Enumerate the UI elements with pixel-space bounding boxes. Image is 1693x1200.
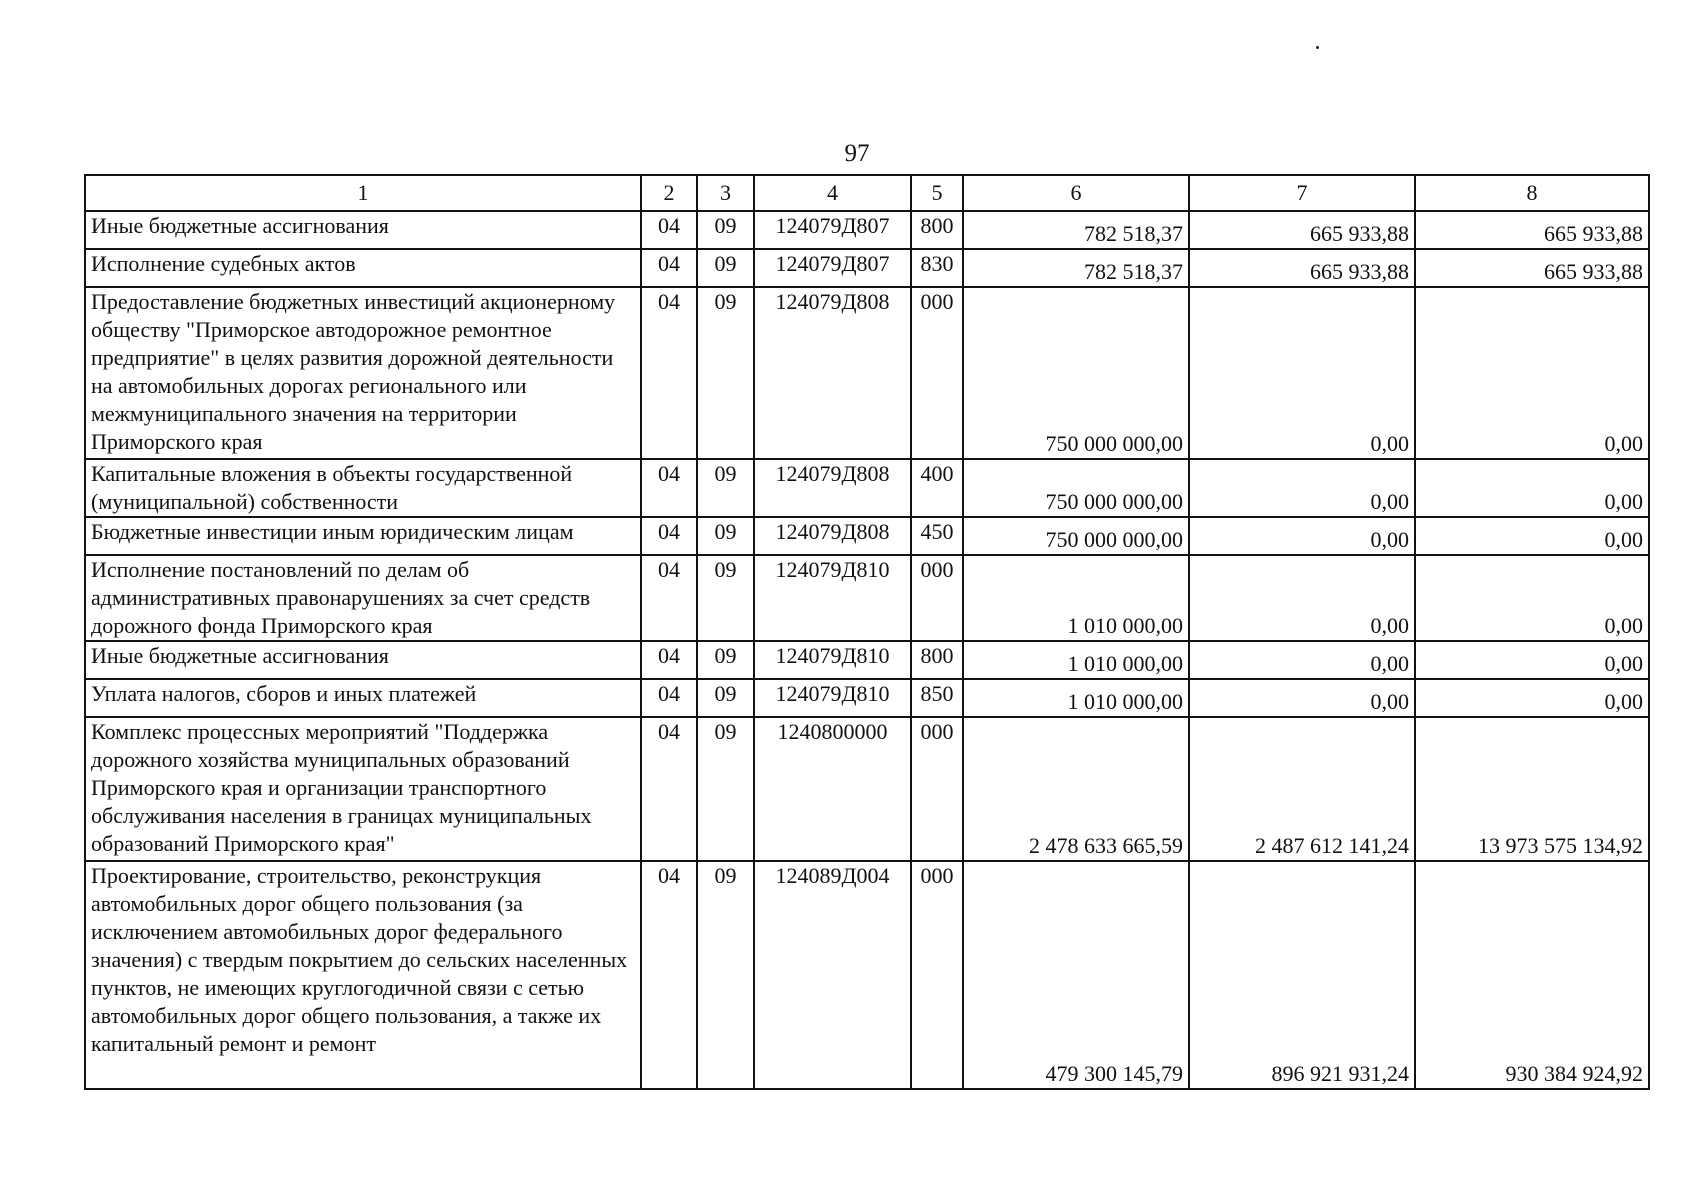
amount-col-8: 0,00 <box>1415 679 1649 717</box>
amount-col-6: 2 478 633 665,59 <box>963 717 1189 861</box>
amount-col-7: 2 487 612 141,24 <box>1189 717 1415 861</box>
row-name: Иные бюджетные ассигнования <box>85 641 641 679</box>
row-name: Комплекс процессных мероприятий "Поддержка дорожного хозяйства муниципальных образований Приморского края и организации транспортного обслуживания населения в границах муниципальных образований Приморского края" <box>85 717 641 861</box>
section-code: 04 <box>641 861 697 1089</box>
row-name: Исполнение судебных актов <box>85 249 641 287</box>
target-article-code: 124079Д808 <box>754 459 911 517</box>
section-code: 04 <box>641 517 697 555</box>
amount-col-7: 0,00 <box>1189 459 1415 517</box>
section-code: 04 <box>641 459 697 517</box>
expense-type-code: 000 <box>911 861 963 1089</box>
target-article-code: 124089Д004 <box>754 861 911 1089</box>
target-article-code: 124079Д808 <box>754 517 911 555</box>
amount-col-6: 1 010 000,00 <box>963 641 1189 679</box>
subsection-code: 09 <box>697 679 754 717</box>
amount-col-8: 0,00 <box>1415 459 1649 517</box>
amount-col-6: 782 518,37 <box>963 211 1189 249</box>
stray-dot <box>1316 46 1319 49</box>
table-row <box>85 679 1649 717</box>
row-name: Капитальные вложения в объекты государственной (муниципальной) собственности <box>85 459 641 517</box>
subsection-code: 09 <box>697 459 754 517</box>
column-header: 2 <box>641 175 697 211</box>
target-article-code: 124079Д807 <box>754 249 911 287</box>
row-name: Предоставление бюджетных инвестиций акционерному обществу "Приморское автодорожное ремонтное предприятие" в целях развития дорожной деятельности на автомобильных дорогах регионального или межмуниципального значения на территории Приморского края <box>85 287 641 459</box>
section-code: 04 <box>641 717 697 861</box>
expense-type-code: 000 <box>911 287 963 459</box>
subsection-code: 09 <box>697 717 754 861</box>
table-row <box>85 459 1649 517</box>
amount-col-7: 665 933,88 <box>1189 211 1415 249</box>
target-article-code: 1240800000 <box>754 717 911 861</box>
section-code: 04 <box>641 249 697 287</box>
row-name: Уплата налогов, сборов и иных платежей <box>85 679 641 717</box>
table-row <box>85 717 1649 861</box>
section-code: 04 <box>641 211 697 249</box>
expense-type-code: 850 <box>911 679 963 717</box>
expense-type-code: 800 <box>911 211 963 249</box>
amount-col-7: 0,00 <box>1189 555 1415 641</box>
subsection-code: 09 <box>697 517 754 555</box>
target-article-code: 124079Д810 <box>754 555 911 641</box>
column-header: 1 <box>85 175 641 211</box>
section-code: 04 <box>641 555 697 641</box>
amount-col-7: 896 921 931,24 <box>1189 861 1415 1089</box>
subsection-code: 09 <box>697 641 754 679</box>
section-code: 04 <box>641 287 697 459</box>
amount-col-8: 930 384 924,92 <box>1415 861 1649 1089</box>
target-article-code: 124079Д810 <box>754 679 911 717</box>
column-header: 7 <box>1189 175 1415 211</box>
table-row <box>85 287 1649 459</box>
table-row <box>85 517 1649 555</box>
table-row <box>85 211 1649 249</box>
subsection-code: 09 <box>697 249 754 287</box>
table-row <box>85 555 1649 641</box>
expense-type-code: 000 <box>911 717 963 861</box>
amount-col-7: 0,00 <box>1189 287 1415 459</box>
column-header: 5 <box>911 175 963 211</box>
amount-col-7: 0,00 <box>1189 679 1415 717</box>
amount-col-8: 665 933,88 <box>1415 249 1649 287</box>
expense-type-code: 000 <box>911 555 963 641</box>
amount-col-8: 13 973 575 134,92 <box>1415 717 1649 861</box>
subsection-code: 09 <box>697 861 754 1089</box>
amount-col-6: 1 010 000,00 <box>963 679 1189 717</box>
expense-type-code: 450 <box>911 517 963 555</box>
amount-col-6: 750 000 000,00 <box>963 459 1189 517</box>
amount-col-8: 0,00 <box>1415 517 1649 555</box>
amount-col-6: 479 300 145,79 <box>963 861 1189 1089</box>
table-row <box>85 249 1649 287</box>
amount-col-8: 0,00 <box>1415 641 1649 679</box>
amount-col-7: 665 933,88 <box>1189 249 1415 287</box>
amount-col-6: 782 518,37 <box>963 249 1189 287</box>
table-row <box>85 861 1649 1089</box>
expense-type-code: 400 <box>911 459 963 517</box>
row-name: Проектирование, строительство, реконструкция автомобильных дорог общего пользования (за исключением автомобильных дорог федерального значения) с твердым покрытием до сельских населенных пунктов, не имеющих круглогодичной связи с сетью автомобильных дорог общего пользования, а также их капитальный ремонт и ремонт <box>85 861 641 1089</box>
row-name: Исполнение постановлений по делам об административных правонарушениях за счет средств дорожного фонда Приморского края <box>85 555 641 641</box>
subsection-code: 09 <box>697 555 754 641</box>
column-header: 8 <box>1415 175 1649 211</box>
table-row <box>85 641 1649 679</box>
section-code: 04 <box>641 679 697 717</box>
row-name: Бюджетные инвестиции иным юридическим лицам <box>85 517 641 555</box>
section-code: 04 <box>641 641 697 679</box>
subsection-code: 09 <box>697 287 754 459</box>
page-number: 97 <box>844 140 870 167</box>
budget-table <box>84 174 1650 1090</box>
amount-col-6: 750 000 000,00 <box>963 517 1189 555</box>
target-article-code: 124079Д808 <box>754 287 911 459</box>
table-header-row <box>85 175 1649 211</box>
amount-col-6: 1 010 000,00 <box>963 555 1189 641</box>
amount-col-8: 0,00 <box>1415 555 1649 641</box>
amount-col-6: 750 000 000,00 <box>963 287 1189 459</box>
target-article-code: 124079Д810 <box>754 641 911 679</box>
subsection-code: 09 <box>697 211 754 249</box>
expense-type-code: 830 <box>911 249 963 287</box>
amount-col-8: 665 933,88 <box>1415 211 1649 249</box>
column-header: 3 <box>697 175 754 211</box>
expense-type-code: 800 <box>911 641 963 679</box>
column-header: 4 <box>754 175 911 211</box>
amount-col-7: 0,00 <box>1189 517 1415 555</box>
amount-col-7: 0,00 <box>1189 641 1415 679</box>
amount-col-8: 0,00 <box>1415 287 1649 459</box>
target-article-code: 124079Д807 <box>754 211 911 249</box>
column-header: 6 <box>963 175 1189 211</box>
row-name: Иные бюджетные ассигнования <box>85 211 641 249</box>
